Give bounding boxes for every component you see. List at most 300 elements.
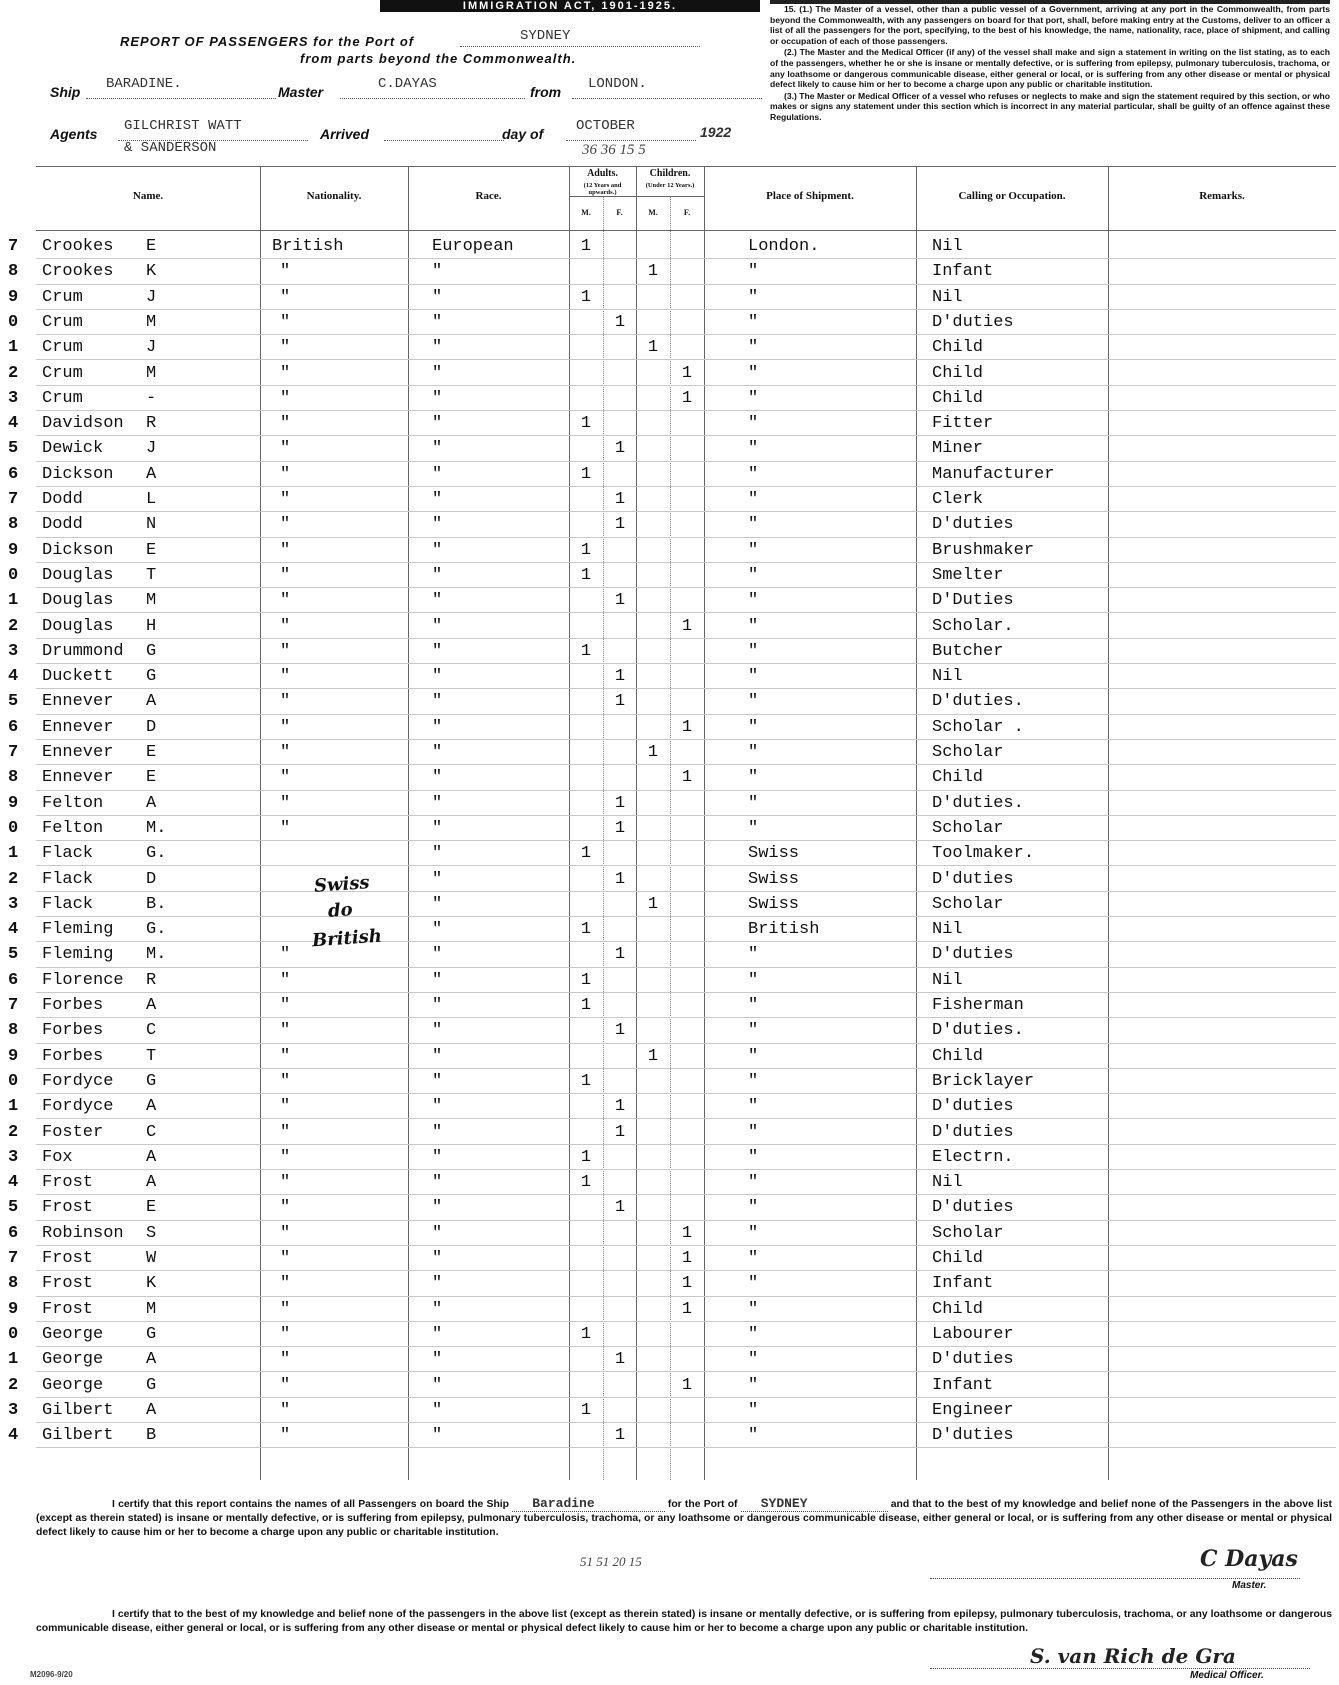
place-of-shipment: " bbox=[748, 1097, 759, 1117]
table-row bbox=[8, 462, 1336, 487]
passenger-initial: G bbox=[146, 1071, 157, 1091]
passenger-occupation: D'duties bbox=[932, 1198, 1014, 1218]
row-number: 1 bbox=[8, 844, 19, 864]
place-of-shipment: " bbox=[748, 338, 759, 358]
place-of-shipment: " bbox=[748, 1071, 759, 1091]
adult-male-count: 1 bbox=[580, 920, 592, 940]
row-number: 0 bbox=[8, 1071, 19, 1091]
row-number: 7 bbox=[8, 1249, 19, 1268]
passenger-surname: Douglas bbox=[42, 591, 114, 611]
passenger-initial: R bbox=[146, 970, 157, 990]
passenger-surname: George bbox=[42, 1324, 104, 1344]
passenger-nationality: " bbox=[280, 1375, 291, 1395]
adult-male-count: 1 bbox=[580, 540, 592, 560]
place-of-shipment: Swiss bbox=[748, 869, 800, 889]
row-number: 1 bbox=[8, 1350, 19, 1370]
passenger-initial: G. bbox=[146, 844, 167, 864]
passenger-race: " bbox=[432, 1046, 443, 1066]
passenger-occupation: D'duties bbox=[932, 1426, 1014, 1446]
table-row bbox=[8, 1094, 1336, 1119]
child-female-count: 1 bbox=[681, 1249, 693, 1268]
passenger-race: " bbox=[432, 565, 443, 585]
adult-male-count: 1 bbox=[580, 1147, 592, 1167]
passenger-race: " bbox=[432, 388, 443, 408]
passenger-nationality: " bbox=[280, 1223, 291, 1243]
passenger-surname: Frost bbox=[42, 1249, 94, 1268]
passenger-occupation: Nil bbox=[932, 970, 963, 990]
table-row bbox=[8, 1221, 1336, 1246]
passenger-surname: Crum bbox=[42, 363, 83, 383]
passenger-nationality: " bbox=[280, 692, 291, 712]
row-number: 1 bbox=[8, 591, 19, 611]
place-of-shipment: " bbox=[748, 1021, 759, 1041]
passenger-initial: M bbox=[146, 363, 157, 383]
passenger-occupation: Scholar bbox=[932, 818, 1004, 838]
passenger-occupation: Labourer bbox=[932, 1324, 1014, 1344]
passenger-occupation: D'duties. bbox=[932, 692, 1024, 712]
place-of-shipment: " bbox=[748, 1299, 759, 1319]
passenger-race: " bbox=[432, 743, 443, 762]
passenger-occupation: Nil bbox=[932, 667, 963, 687]
passenger-nationality: " bbox=[280, 1426, 291, 1446]
passenger-occupation: Toolmaker. bbox=[932, 844, 1035, 864]
passenger-occupation: Smelter bbox=[932, 565, 1004, 585]
table-row bbox=[8, 1246, 1336, 1271]
month-value: OCTOBER bbox=[576, 118, 635, 134]
passenger-initial: L bbox=[146, 490, 157, 509]
passenger-surname: Robinson bbox=[42, 1223, 124, 1243]
table-row bbox=[8, 285, 1336, 310]
passenger-race: " bbox=[432, 844, 443, 864]
child-female-count: 1 bbox=[681, 1299, 693, 1319]
passenger-occupation: D'duties bbox=[932, 869, 1014, 889]
passenger-surname: Ennever bbox=[42, 768, 114, 788]
row-number: 9 bbox=[8, 1046, 19, 1066]
passenger-occupation: Child bbox=[932, 1249, 984, 1268]
year-value: 1922 bbox=[700, 124, 732, 140]
row-number: 8 bbox=[8, 262, 19, 282]
adult-male-count: 1 bbox=[580, 844, 592, 864]
row-number: 0 bbox=[8, 312, 19, 332]
table-row bbox=[8, 563, 1336, 588]
passenger-initial: E bbox=[146, 540, 157, 560]
passenger-occupation: Child bbox=[932, 1299, 984, 1319]
table-row bbox=[8, 639, 1336, 664]
passenger-race: " bbox=[432, 1299, 443, 1319]
reference-numbers: 36 36 15 5 bbox=[582, 142, 646, 158]
passenger-initial: T bbox=[146, 565, 157, 585]
act-title: IMMIGRATION ACT, 1901-1925. bbox=[380, 0, 760, 12]
passenger-race: " bbox=[432, 1350, 443, 1370]
agents-value-line2: & SANDERSON bbox=[124, 140, 217, 156]
passenger-race: " bbox=[432, 996, 443, 1015]
port-value: SYDNEY bbox=[520, 28, 571, 44]
passenger-nationality: " bbox=[280, 1021, 291, 1041]
passenger-surname: Crum bbox=[42, 287, 83, 307]
passenger-surname: Dodd bbox=[42, 515, 83, 535]
adult-female-count: 1 bbox=[614, 1021, 626, 1041]
adult-female-count: 1 bbox=[614, 818, 626, 838]
master-caption: Master. bbox=[1232, 1580, 1267, 1591]
passenger-surname: Douglas bbox=[42, 616, 114, 636]
passenger-race: " bbox=[432, 818, 443, 838]
passenger-race: " bbox=[432, 287, 443, 307]
adult-male-count: 1 bbox=[580, 237, 592, 256]
adult-female-count: 1 bbox=[614, 1350, 626, 1370]
place-of-shipment: Swiss bbox=[748, 844, 800, 864]
passenger-occupation: Child bbox=[932, 363, 984, 383]
handwritten-nationality-3: British bbox=[311, 925, 383, 952]
passenger-nationality: " bbox=[280, 970, 291, 990]
agents-value-line1: GILCHRIST WATT bbox=[124, 118, 242, 134]
passenger-occupation: Bricklayer bbox=[932, 1071, 1035, 1091]
passenger-initial: G bbox=[146, 667, 157, 687]
row-number: 5 bbox=[8, 945, 19, 965]
place-of-shipment: Swiss bbox=[748, 894, 800, 914]
passenger-occupation: Child bbox=[932, 388, 984, 408]
row-number: 1 bbox=[8, 1097, 19, 1117]
child-female-count: 1 bbox=[681, 363, 693, 383]
row-number: 3 bbox=[8, 894, 19, 914]
passenger-initial: D bbox=[146, 869, 157, 889]
passenger-race: " bbox=[432, 1249, 443, 1268]
handwritten-nationality-1: Swiss bbox=[313, 872, 371, 897]
passenger-initial: J bbox=[146, 439, 157, 459]
row-number: 1 bbox=[8, 338, 19, 358]
passenger-surname: Fleming bbox=[42, 920, 114, 940]
passenger-surname: Fox bbox=[42, 1147, 73, 1167]
passenger-initial: - bbox=[146, 388, 157, 408]
passenger-race: " bbox=[432, 363, 443, 383]
adult-female-count: 1 bbox=[614, 667, 626, 687]
passenger-occupation: Child bbox=[932, 768, 984, 788]
cert1-rest: and that to the best of my knowledge and belief none of the Passengers in the above list (except as therein stated) is insane or mentally defective, or is suffering from epilepsy, pulmonary tuberculosis, trachoma, or any loathsome or dangerous communicable disease, either general or local, or is suffering from any other disease or mental or physical defect likely to cause him or her to become a charge upon any public or charitable institution. bbox=[36, 1499, 1332, 1538]
col-header-adults-sub: (12 Years and upwards.) bbox=[583, 182, 622, 196]
adult-female-count: 1 bbox=[614, 869, 626, 889]
passenger-nationality: " bbox=[280, 1097, 291, 1117]
adult-male-count: 1 bbox=[580, 287, 592, 307]
passenger-surname: Forbes bbox=[42, 1021, 104, 1041]
report-title-line2: from parts beyond the Commonwealth. bbox=[300, 51, 577, 66]
regulations-text bbox=[770, 4, 1330, 124]
adult-female-count: 1 bbox=[614, 439, 626, 459]
row-number: 6 bbox=[8, 1223, 19, 1243]
passenger-nationality: " bbox=[280, 743, 291, 762]
passenger-surname: Crookes bbox=[42, 237, 114, 256]
passenger-occupation: Scholar bbox=[932, 743, 1004, 762]
passenger-race: " bbox=[432, 1223, 443, 1243]
adult-female-count: 1 bbox=[614, 1426, 626, 1446]
passenger-surname: Gilbert bbox=[42, 1400, 114, 1420]
place-of-shipment: " bbox=[748, 312, 759, 332]
passenger-initial: B bbox=[146, 1426, 157, 1446]
place-of-shipment: " bbox=[748, 1122, 759, 1142]
passenger-surname: George bbox=[42, 1375, 104, 1395]
row-number: 7 bbox=[8, 996, 19, 1015]
table-row bbox=[8, 1170, 1336, 1195]
place-of-shipment: " bbox=[748, 287, 759, 307]
table-row bbox=[8, 1271, 1336, 1296]
passenger-nationality: " bbox=[280, 490, 291, 509]
cert1-port: SYDNEY bbox=[741, 1496, 888, 1512]
passenger-surname: Davidson bbox=[42, 414, 124, 434]
ship-value: BARADINE. bbox=[106, 76, 182, 92]
passenger-nationality: " bbox=[280, 616, 291, 636]
passenger-race: " bbox=[432, 793, 443, 813]
row-number: 5 bbox=[8, 439, 19, 459]
table-row bbox=[8, 740, 1336, 765]
child-female-count: 1 bbox=[681, 616, 693, 636]
row-number: 2 bbox=[8, 1122, 19, 1142]
row-number: 4 bbox=[8, 414, 19, 434]
row-number: 7 bbox=[8, 490, 19, 509]
passenger-initial: K bbox=[146, 1274, 157, 1294]
passenger-initial: T bbox=[146, 1046, 157, 1066]
passenger-race: " bbox=[432, 1173, 443, 1193]
passenger-race: " bbox=[432, 1021, 443, 1041]
row-number: 2 bbox=[8, 869, 19, 889]
table-row bbox=[8, 993, 1336, 1018]
passenger-occupation: Scholar. bbox=[932, 616, 1014, 636]
place-of-shipment: " bbox=[748, 743, 759, 762]
passenger-initial: J bbox=[146, 338, 157, 358]
passenger-surname: Felton bbox=[42, 793, 104, 813]
passenger-surname: Felton bbox=[42, 818, 104, 838]
master-signature-line bbox=[930, 1578, 1300, 1579]
passenger-surname: Dickson bbox=[42, 464, 114, 484]
passenger-nationality: " bbox=[280, 287, 291, 307]
row-number: 8 bbox=[8, 768, 19, 788]
row-number: 7 bbox=[8, 743, 19, 762]
adult-female-count: 1 bbox=[614, 1122, 626, 1142]
port-dotline bbox=[460, 46, 700, 47]
passenger-nationality: " bbox=[280, 945, 291, 965]
passenger-surname: Crum bbox=[42, 312, 83, 332]
passenger-initial: M bbox=[146, 312, 157, 332]
passenger-initial: E bbox=[146, 743, 157, 762]
master-label: Master bbox=[278, 84, 324, 100]
adult-male-count: 1 bbox=[580, 1071, 592, 1091]
passenger-occupation: Brushmaker bbox=[932, 540, 1035, 560]
medical-signature-line bbox=[930, 1668, 1310, 1669]
passenger-initial: A bbox=[146, 996, 157, 1015]
adult-male-count: 1 bbox=[580, 641, 592, 661]
passenger-nationality: " bbox=[280, 540, 291, 560]
passenger-nationality: " bbox=[280, 1274, 291, 1294]
passenger-occupation: Fisherman bbox=[932, 996, 1024, 1015]
passenger-initial: G bbox=[146, 641, 157, 661]
row-number: 8 bbox=[8, 1274, 19, 1294]
row-number: 4 bbox=[8, 667, 19, 687]
passenger-surname: Frost bbox=[42, 1173, 94, 1193]
passenger-initial: C bbox=[146, 1122, 157, 1142]
col-header-children: Children. bbox=[649, 168, 691, 179]
row-number: 9 bbox=[8, 1299, 19, 1319]
cert1-lead: I certify that this report contains the names of all Passengers on board the Ship bbox=[112, 1499, 510, 1510]
table-row bbox=[8, 689, 1336, 714]
passenger-surname: Frost bbox=[42, 1274, 94, 1294]
table-row bbox=[8, 1423, 1336, 1448]
col-header-remarks: Remarks. bbox=[1199, 190, 1245, 202]
row-number: 2 bbox=[8, 1375, 19, 1395]
passenger-occupation: D'duties bbox=[932, 515, 1014, 535]
passenger-initial: J bbox=[146, 287, 157, 307]
place-of-shipment: British bbox=[748, 920, 820, 940]
table-row bbox=[8, 436, 1336, 461]
passenger-race: " bbox=[432, 970, 443, 990]
passenger-occupation: Child bbox=[932, 338, 984, 358]
table-row bbox=[8, 791, 1336, 816]
place-of-shipment: " bbox=[748, 464, 759, 484]
passenger-surname: Flack bbox=[42, 844, 94, 864]
passenger-occupation: Infant bbox=[932, 1274, 994, 1294]
passenger-race: " bbox=[432, 641, 443, 661]
col-header-adults-m: M. bbox=[581, 208, 591, 217]
adult-male-count: 1 bbox=[580, 414, 592, 434]
child-female-count: 1 bbox=[681, 768, 693, 788]
table-row bbox=[8, 1373, 1336, 1398]
col-header-name: Name. bbox=[132, 190, 164, 202]
table-row bbox=[8, 1018, 1336, 1043]
adult-male-count: 1 bbox=[580, 464, 592, 484]
place-of-shipment: " bbox=[748, 591, 759, 611]
child-male-count: 1 bbox=[647, 338, 659, 358]
table-row bbox=[8, 765, 1336, 790]
row-number: 8 bbox=[8, 1021, 19, 1041]
place-of-shipment: " bbox=[748, 262, 759, 282]
place-of-shipment: " bbox=[748, 540, 759, 560]
arrived-label: Arrived bbox=[320, 126, 370, 142]
passenger-race: " bbox=[432, 464, 443, 484]
row-number: 2 bbox=[8, 363, 19, 383]
passenger-occupation: D'duties. bbox=[932, 793, 1024, 813]
col-header-adults-f: F. bbox=[616, 208, 623, 217]
row-number: 3 bbox=[8, 1400, 19, 1420]
passenger-surname: Fleming bbox=[42, 945, 114, 965]
place-of-shipment: " bbox=[748, 1198, 759, 1218]
col-header-race: Race. bbox=[475, 190, 502, 202]
child-female-count: 1 bbox=[681, 717, 693, 737]
passenger-table bbox=[8, 166, 1336, 1480]
passenger-surname: Ennever bbox=[42, 743, 114, 762]
passenger-initial: M. bbox=[146, 945, 167, 965]
passenger-race: " bbox=[432, 894, 443, 914]
col-header-adults: Adults. bbox=[587, 168, 618, 179]
adult-female-count: 1 bbox=[614, 793, 626, 813]
passenger-initial: C bbox=[146, 1021, 157, 1041]
table-row bbox=[8, 1297, 1336, 1322]
place-of-shipment: " bbox=[748, 1426, 759, 1446]
passenger-race: " bbox=[432, 540, 443, 560]
row-number: 3 bbox=[8, 388, 19, 408]
passenger-nationality: " bbox=[280, 768, 291, 788]
passenger-initial: M bbox=[146, 1299, 157, 1319]
row-number: 2 bbox=[8, 616, 19, 636]
passenger-initial: M. bbox=[146, 818, 167, 838]
passenger-surname: Forbes bbox=[42, 996, 104, 1015]
place-of-shipment: " bbox=[748, 1147, 759, 1167]
passenger-nationality: " bbox=[280, 1198, 291, 1218]
passenger-surname: Fordyce bbox=[42, 1097, 114, 1117]
child-female-count: 1 bbox=[681, 1375, 693, 1395]
passenger-race: " bbox=[432, 515, 443, 535]
table-row bbox=[8, 386, 1336, 411]
cert1-ship: Baradine bbox=[512, 1496, 664, 1512]
passenger-nationality: " bbox=[280, 1122, 291, 1142]
passenger-surname: Gilbert bbox=[42, 1426, 114, 1446]
passenger-race: " bbox=[432, 717, 443, 737]
row-number: 6 bbox=[8, 464, 19, 484]
passenger-surname: Ennever bbox=[42, 692, 114, 712]
place-of-shipment: " bbox=[748, 1350, 759, 1370]
row-number: 6 bbox=[8, 717, 19, 737]
agents-label: Agents bbox=[50, 126, 98, 142]
passenger-surname: Crum bbox=[42, 388, 83, 408]
passenger-race: " bbox=[432, 1375, 443, 1395]
adult-female-count: 1 bbox=[614, 515, 626, 535]
table-row bbox=[8, 1120, 1336, 1145]
passenger-race: " bbox=[432, 616, 443, 636]
passenger-occupation: D'duties bbox=[932, 945, 1014, 965]
passenger-nationality: " bbox=[280, 262, 291, 282]
passenger-race: European bbox=[432, 237, 514, 256]
passenger-occupation: Fitter bbox=[932, 414, 994, 434]
passenger-occupation: D'duties. bbox=[932, 1021, 1024, 1041]
passenger-nationality: " bbox=[280, 1324, 291, 1344]
table-row bbox=[8, 588, 1336, 613]
passenger-occupation: Infant bbox=[932, 1375, 994, 1395]
table-row bbox=[8, 715, 1336, 740]
passenger-occupation: D'duties bbox=[932, 1350, 1014, 1370]
passenger-initial: D bbox=[146, 717, 157, 737]
place-of-shipment: " bbox=[748, 388, 759, 408]
place-of-shipment: " bbox=[748, 996, 759, 1015]
passenger-race: " bbox=[432, 945, 443, 965]
table-top-rule bbox=[36, 166, 1336, 167]
table-row bbox=[8, 512, 1336, 537]
passenger-surname: Douglas bbox=[42, 565, 114, 585]
passenger-nationality: " bbox=[280, 363, 291, 383]
passenger-surname: Dickson bbox=[42, 540, 114, 560]
table-row bbox=[8, 1044, 1336, 1069]
table-row bbox=[8, 1145, 1336, 1170]
medical-certificate bbox=[36, 1608, 1332, 1636]
passenger-initial: M bbox=[146, 591, 157, 611]
passenger-initial: H bbox=[146, 616, 157, 636]
passenger-race: " bbox=[432, 1071, 443, 1091]
passenger-race: " bbox=[432, 1097, 443, 1117]
table-row bbox=[8, 259, 1336, 284]
passenger-occupation: Child bbox=[932, 1046, 984, 1066]
from-label: from bbox=[530, 84, 562, 100]
place-of-shipment: " bbox=[748, 667, 759, 687]
place-of-shipment: " bbox=[748, 692, 759, 712]
passenger-race: " bbox=[432, 768, 443, 788]
passenger-initial: R bbox=[146, 414, 157, 434]
passenger-occupation: D'duties bbox=[932, 312, 1014, 332]
table-row bbox=[8, 867, 1336, 892]
child-male-count: 1 bbox=[647, 262, 659, 282]
row-number: 9 bbox=[8, 793, 19, 813]
table-row bbox=[8, 664, 1336, 689]
place-of-shipment: " bbox=[748, 1223, 759, 1243]
place-of-shipment: London. bbox=[748, 237, 820, 256]
col-header-place: Place of Shipment. bbox=[766, 190, 854, 202]
passenger-surname: Flack bbox=[42, 869, 94, 889]
table-row bbox=[8, 234, 1336, 259]
adult-male-count: 1 bbox=[580, 970, 592, 990]
passenger-surname: Dewick bbox=[42, 439, 104, 459]
